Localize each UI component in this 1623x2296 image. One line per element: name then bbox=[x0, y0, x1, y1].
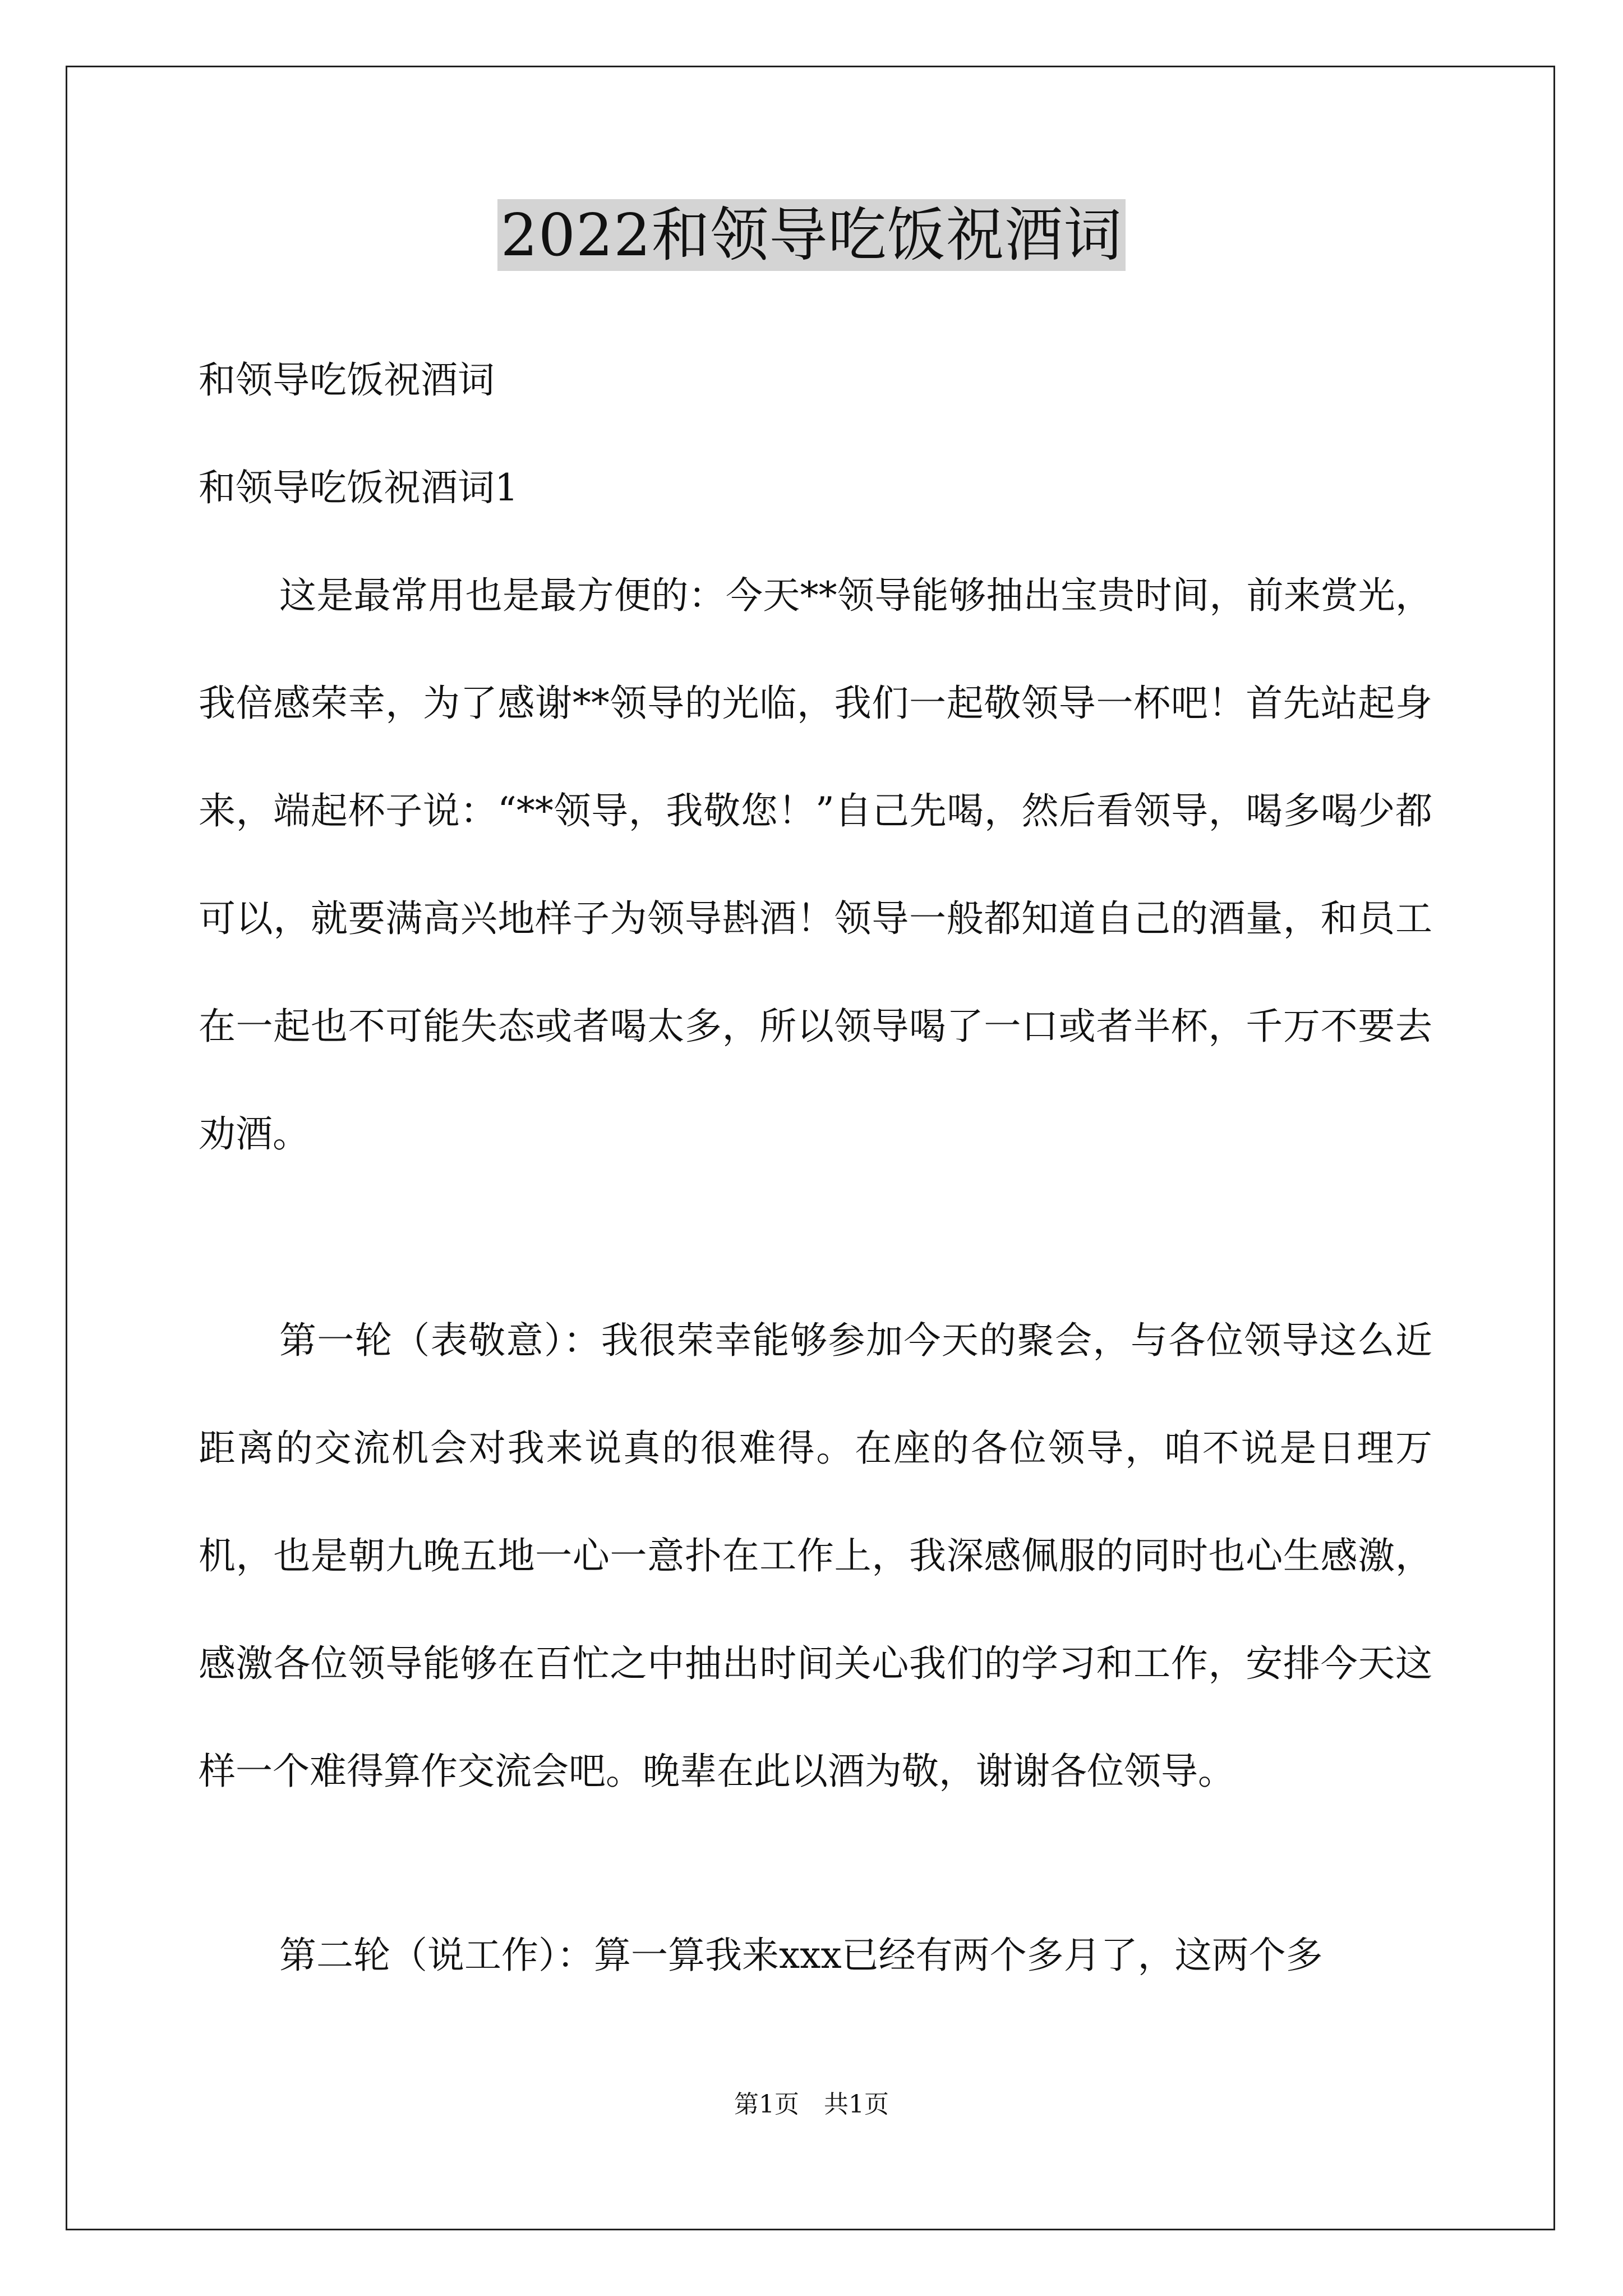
paragraph-intro: 这是最常用也是最方便的：今天**领导能够抽出宝贵时间，前来赏光，我倍感荣幸，为了感谢**领导的光临，我们一起敬领导一杯吧！首先站起身来，端起杯子说：“**领导，我敬您！”自己先喝，然后看领导，喝多喝少都可以，就要满高兴地样子为领导斟酒！领导一般都知道自己的酒量，和员工在一起也不可能失态或者喝太多，所以领导喝了一口或者半杯，千万不要去劝酒。 bbox=[199, 574, 1432, 1156]
page-footer: 第1页 共1页 bbox=[734, 2090, 889, 2119]
paragraph-round-two: 第二轮（说工作）：算一算我来xxx已经有两个多月了，这两个多 bbox=[279, 1934, 1323, 1977]
subheading-main: 和领导吃饭祝酒词 bbox=[199, 358, 495, 402]
paragraph-round-one: 第一轮（表敬意）：我很荣幸能够参加今天的聚会，与各位领导这么近距离的交流机会对我来说真的很难得。在座的各位领导，咱不说是日理万机，也是朝九晚五地一心一意扑在工作上，我深感佩服的同时也心生感激，感激各位领导能够在百忙之中抽出时间关心我们的学习和工作，安排今天这样一个难得算作交流会吧。晚辈在此以酒为敬，谢谢各位领导。 bbox=[199, 1319, 1432, 1793]
document-title: 2022和领导吃饭祝酒词 bbox=[497, 199, 1126, 271]
title-container bbox=[0, 199, 1623, 271]
subheading-numbered: 和领导吃饭祝酒词1 bbox=[199, 466, 518, 509]
